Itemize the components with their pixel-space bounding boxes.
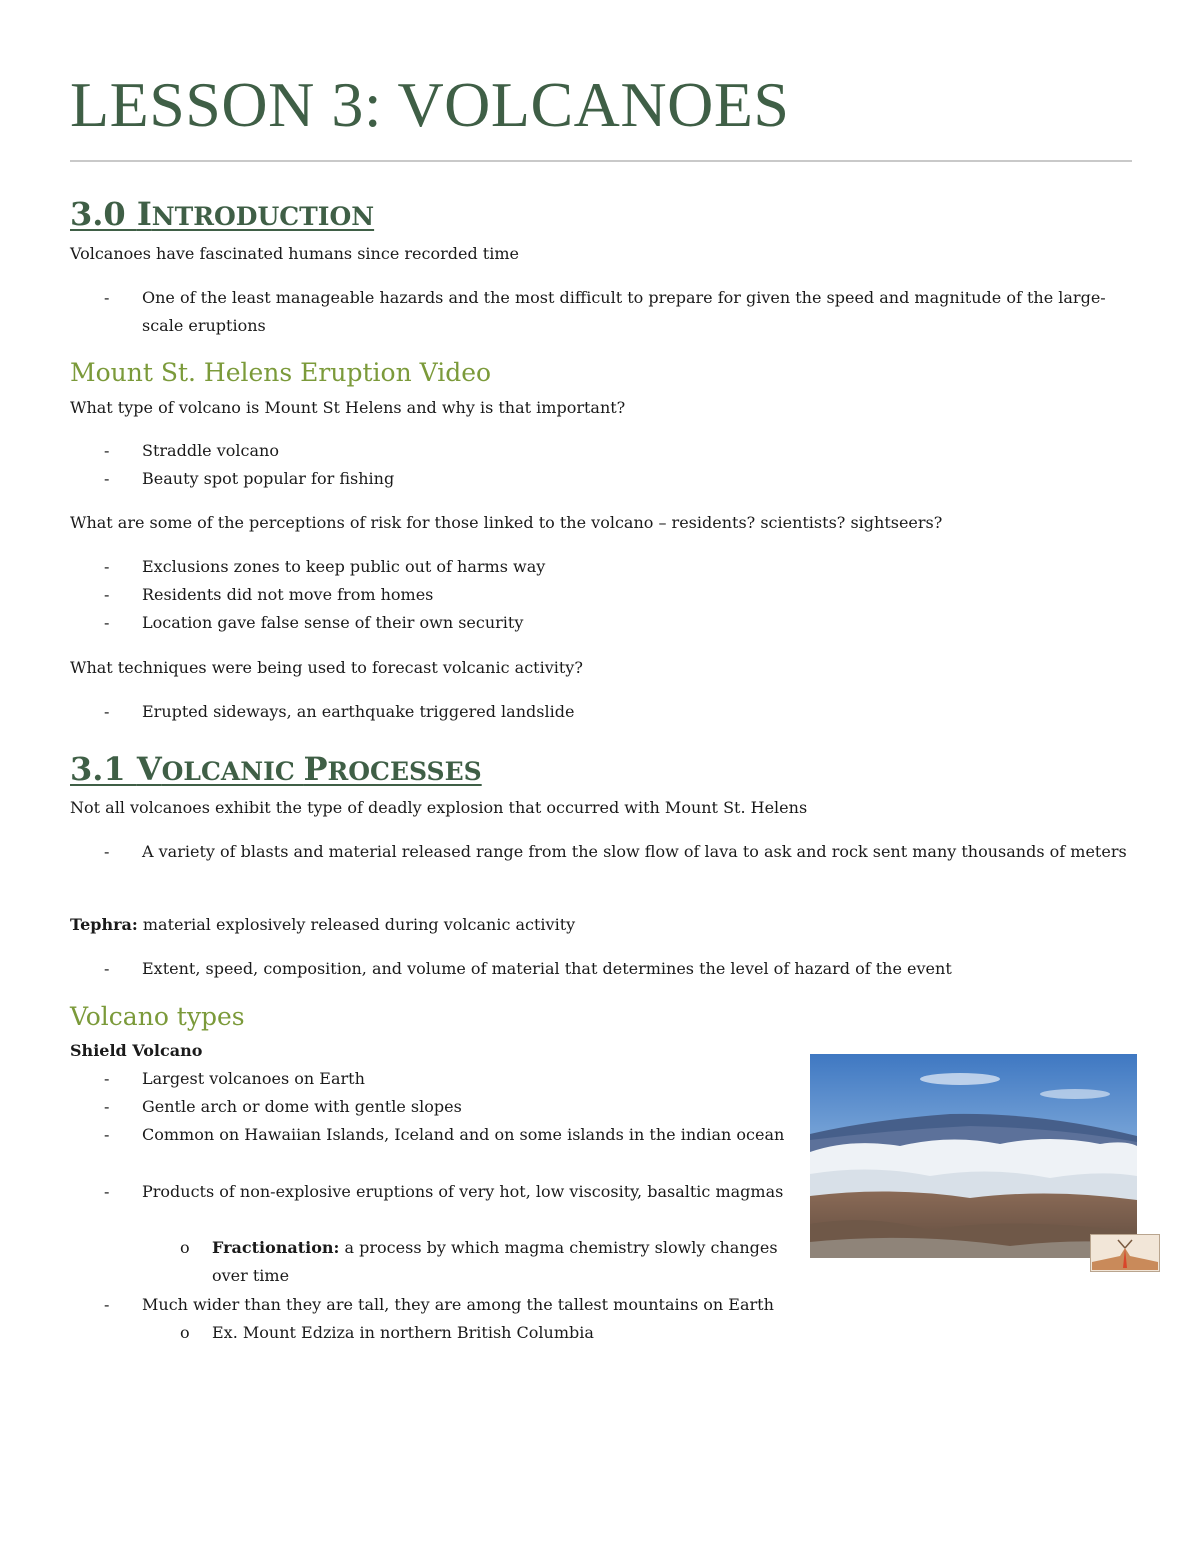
section-heading-volcanic-processes <box>70 750 482 788</box>
list-item-text: Straddle volcano <box>142 441 279 460</box>
sub-list-item-text <box>212 1234 802 1290</box>
list-item-text: Gentle arch or dome with gentle slopes <box>142 1097 462 1116</box>
subheading-eruption-video: Mount St. Helens Eruption Video <box>70 358 492 387</box>
bullet-dash: - <box>104 702 110 721</box>
list-item-text: Products of non-explosive eruptions of very hot, low viscosity, basaltic magmas <box>142 1182 784 1201</box>
bullet-dash: - <box>104 1295 110 1314</box>
page-title: LESSON 3: VOLCANOES <box>70 69 790 140</box>
bullet-dash: - <box>104 1069 110 1088</box>
bullet-dash: - <box>104 613 110 632</box>
list-item-text: Erupted sideways, an earthquake triggered landslide <box>142 702 575 721</box>
section-heading-rest: OLCANIC <box>161 757 304 786</box>
bullet-dash: - <box>104 1125 110 1144</box>
bullet-dash: - <box>104 557 110 576</box>
processes-paragraph: Not all volcanoes exhibit the type of deadly explosion that occurred with Mount St. Helens <box>70 798 808 817</box>
shield-volcano-heading: Shield Volcano <box>70 1041 203 1060</box>
list-item-text: Exclusions zones to keep public out of harms way <box>142 557 546 576</box>
section-heading-introduction <box>70 195 374 233</box>
bullet-dash: - <box>104 288 110 307</box>
section-heading-initial: V <box>136 750 162 788</box>
list-item-text: Location gave false sense of their own security <box>142 613 524 632</box>
subheading-volcano-types: Volcano types <box>70 1002 245 1031</box>
bullet-o: o <box>180 1323 190 1342</box>
section-heading-initial: P <box>303 750 328 788</box>
list-item-text: Largest volcanoes on Earth <box>142 1069 365 1088</box>
list-item-text: Much wider than they are tall, they are among the tallest mountains on Earth <box>142 1295 774 1314</box>
list-item-text: Common on Hawaiian Islands, Iceland and on some islands in the indian ocean <box>142 1125 785 1144</box>
question-3: What techniques were being used to forecast volcanic activity? <box>70 658 583 677</box>
list-item-text: Residents did not move from homes <box>142 585 434 604</box>
list-item-text: Extent, speed, composition, and volume of material that determines the level of hazard of the event <box>142 959 952 978</box>
volcano-diagram-icon <box>1090 1234 1160 1272</box>
section-heading-initial: I <box>136 195 152 233</box>
term-tephra: Tephra: <box>70 915 138 934</box>
bullet-dash: - <box>104 842 110 861</box>
sub-list-item-text: Ex. Mount Edziza in northern British Columbia <box>212 1323 594 1342</box>
list-item-text: Beauty spot popular for fishing <box>142 469 395 488</box>
section-number: 3.0 <box>70 195 137 233</box>
question-2: What are some of the perceptions of risk for those linked to the volcano – residents? scientists? sightseers? <box>70 513 943 532</box>
tephra-definition <box>70 911 575 939</box>
question-1: What type of volcano is Mount St Helens and why is that important? <box>70 398 626 417</box>
bullet-dash: - <box>104 959 110 978</box>
bullet-dash: - <box>104 441 110 460</box>
title-divider <box>70 160 1132 162</box>
intro-paragraph: Volcanoes have fascinated humans since recorded time <box>70 244 519 263</box>
list-item-text: A variety of blasts and material released range from the slow flow of lava to ask and rock sent many thousands of meters <box>142 842 1127 861</box>
definition-text: material explosively released during volcanic activity <box>137 915 576 934</box>
section-heading-rest: ROCESSES <box>327 757 482 786</box>
list-item-text: One of the least manageable hazards and the most difficult to prepare for given the speed and magnitude of the large-scale eruptions <box>142 288 1106 335</box>
term-fractionation: Fractionation: <box>212 1238 340 1257</box>
definition-text: a process by which magma chemistry slowly changes over time <box>212 1238 778 1285</box>
bullet-dash: - <box>104 1182 110 1201</box>
bullet-dash: - <box>104 469 110 488</box>
bullet-dash: - <box>104 1097 110 1116</box>
volcano-landscape-image <box>810 1054 1137 1258</box>
section-number: 3.1 <box>70 750 137 788</box>
shield-volcano-photo <box>810 1054 1137 1258</box>
section-heading-rest: NTRODUCTION <box>151 202 375 231</box>
bullet-o: o <box>180 1238 190 1257</box>
bullet-dash: - <box>104 585 110 604</box>
